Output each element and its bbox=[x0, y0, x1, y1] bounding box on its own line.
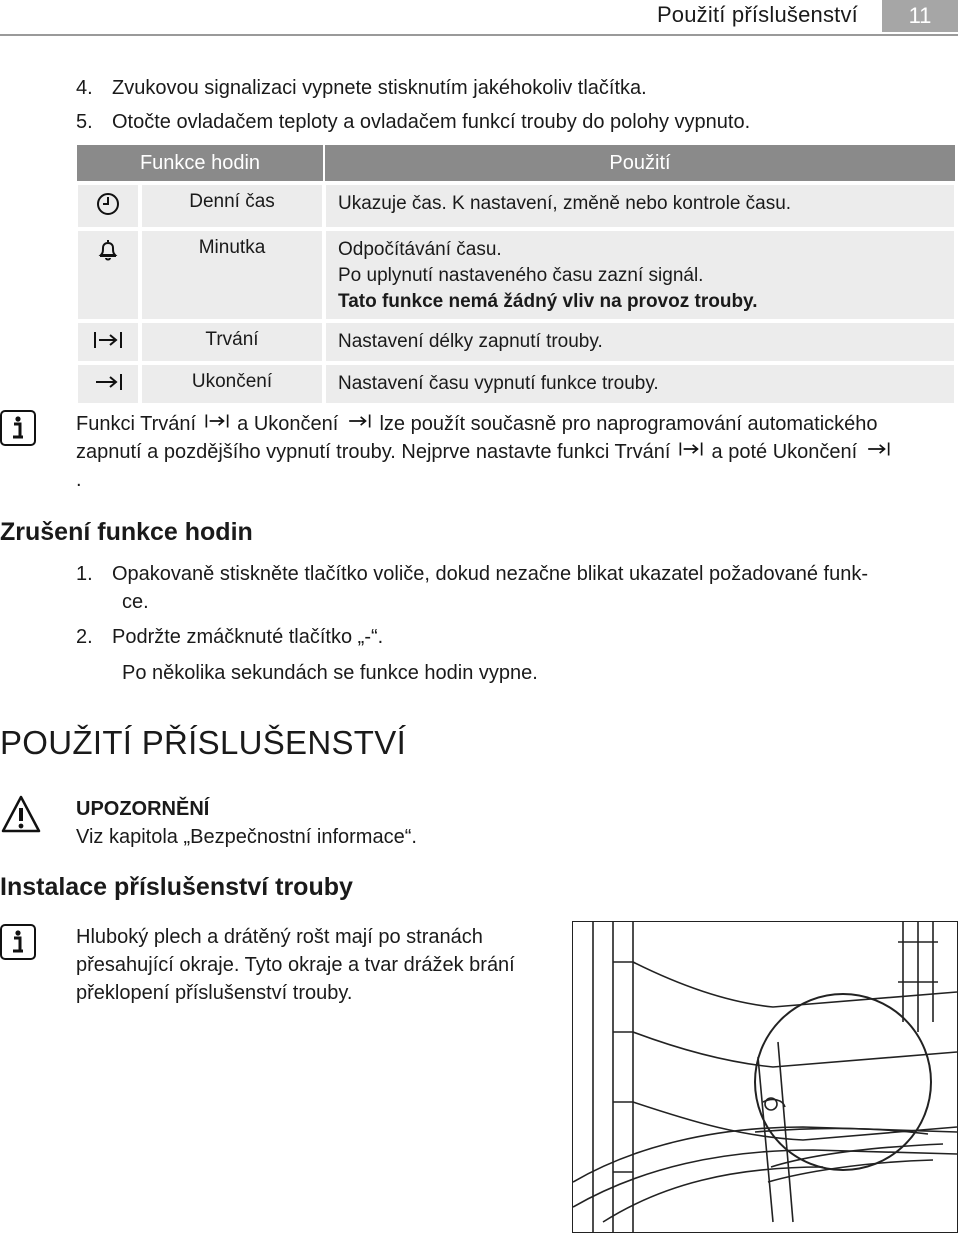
section-title-install: Instalace příslušenství trouby bbox=[0, 873, 353, 901]
warning-title: UPOZORNĚNÍ bbox=[76, 798, 210, 820]
step-text: Podržte zmáčknuté tlačítko „-“. bbox=[112, 626, 384, 648]
description-line: Nastavení času vypnutí funkce trouby. bbox=[338, 373, 659, 394]
cancel-step-1 bbox=[76, 560, 956, 616]
info-icon bbox=[0, 410, 36, 451]
function-name: Minutka bbox=[140, 229, 324, 321]
step-text: Opakovaně stiskněte tlačítko voliče, dokud nezačne blikat ukazatel požadované funk- bbox=[112, 563, 869, 585]
description-line: Odpočítávání času. bbox=[338, 239, 502, 260]
table-header-functions: Funkce hodin bbox=[76, 144, 324, 183]
end-time-icon bbox=[863, 441, 893, 463]
info-text: zapnutí a pozdějšího vypnutí trouby. Nejprve nastavte funkci Trvání bbox=[76, 441, 671, 463]
clock-functions-table bbox=[74, 143, 958, 407]
table-header-usage: Použití bbox=[324, 144, 956, 183]
running-header-title: Použití příslušenství bbox=[656, 2, 858, 27]
install-line: překlopení příslušenství trouby. bbox=[76, 982, 353, 1004]
duration-icon bbox=[76, 321, 140, 363]
step-number: 2. bbox=[76, 626, 93, 648]
info-text: a poté Ukončení bbox=[711, 441, 858, 463]
install-text bbox=[76, 923, 566, 1007]
info-text: lze použít současně pro naprogramování automatického bbox=[379, 413, 878, 435]
cancel-step-2 bbox=[76, 623, 383, 651]
page-number: 11 bbox=[882, 0, 958, 32]
table-header-row bbox=[76, 144, 956, 183]
step-5 bbox=[76, 108, 750, 136]
function-description bbox=[324, 229, 956, 321]
cancel-note: Po několika sekundách se funkce hodin vypne. bbox=[122, 662, 538, 684]
function-name: Denní čas bbox=[140, 183, 324, 229]
oven-shelf-illustration bbox=[572, 921, 958, 1233]
step-number: 5. bbox=[76, 111, 93, 133]
end-time-icon bbox=[76, 363, 140, 405]
install-line: Hluboký plech a drátěný rošt mají po stranách bbox=[76, 926, 483, 948]
table-row bbox=[76, 229, 956, 321]
function-description bbox=[324, 321, 956, 363]
description-line: Po uplynutí nastaveného času zazní signál. bbox=[338, 265, 704, 286]
step-4 bbox=[76, 74, 647, 102]
end-time-icon bbox=[344, 413, 374, 435]
description-bold-line: Tato funkce nemá žádný vliv na provoz trouby. bbox=[338, 291, 758, 312]
bell-icon bbox=[76, 229, 140, 321]
description-line: Ukazuje čas. K nastavení, změně nebo kontrole času. bbox=[338, 193, 792, 214]
description-line: Nastavení délky zapnutí trouby. bbox=[338, 331, 603, 352]
chapter-title: POUŽITÍ PŘÍSLUŠENSTVÍ bbox=[0, 724, 407, 761]
step-number: 1. bbox=[76, 563, 93, 585]
function-name: Trvání bbox=[140, 321, 324, 363]
step-number: 4. bbox=[76, 77, 93, 99]
info-text: Funkci Trvání bbox=[76, 413, 197, 435]
step-text: Zvukovou signalizaci vypnete stisknutím jakéhokoliv tlačítka. bbox=[112, 77, 647, 99]
step-text: ce. bbox=[122, 591, 149, 613]
install-line: přesahující okraje. Tyto okraje a tvar drážek brání bbox=[76, 954, 515, 976]
clock-icon bbox=[76, 183, 140, 229]
info-icon bbox=[0, 924, 36, 965]
warning-text: Viz kapitola „Bezpečnostní informace“. bbox=[76, 826, 417, 848]
function-description bbox=[324, 363, 956, 405]
step-text: Otočte ovladačem teploty a ovladačem funkcí trouby do polohy vypnuto. bbox=[112, 111, 751, 133]
info-note-timer bbox=[76, 410, 956, 494]
header-rule bbox=[0, 34, 958, 36]
info-text: . bbox=[76, 469, 82, 491]
table-row bbox=[76, 363, 956, 405]
duration-icon bbox=[676, 441, 706, 463]
duration-icon bbox=[202, 413, 232, 435]
warning-icon bbox=[0, 794, 42, 839]
table-row bbox=[76, 321, 956, 363]
function-name: Ukončení bbox=[140, 363, 324, 405]
info-text: a Ukončení bbox=[237, 413, 339, 435]
section-title-cancel: Zrušení funkce hodin bbox=[0, 518, 253, 546]
function-description bbox=[324, 183, 956, 229]
table-row bbox=[76, 183, 956, 229]
